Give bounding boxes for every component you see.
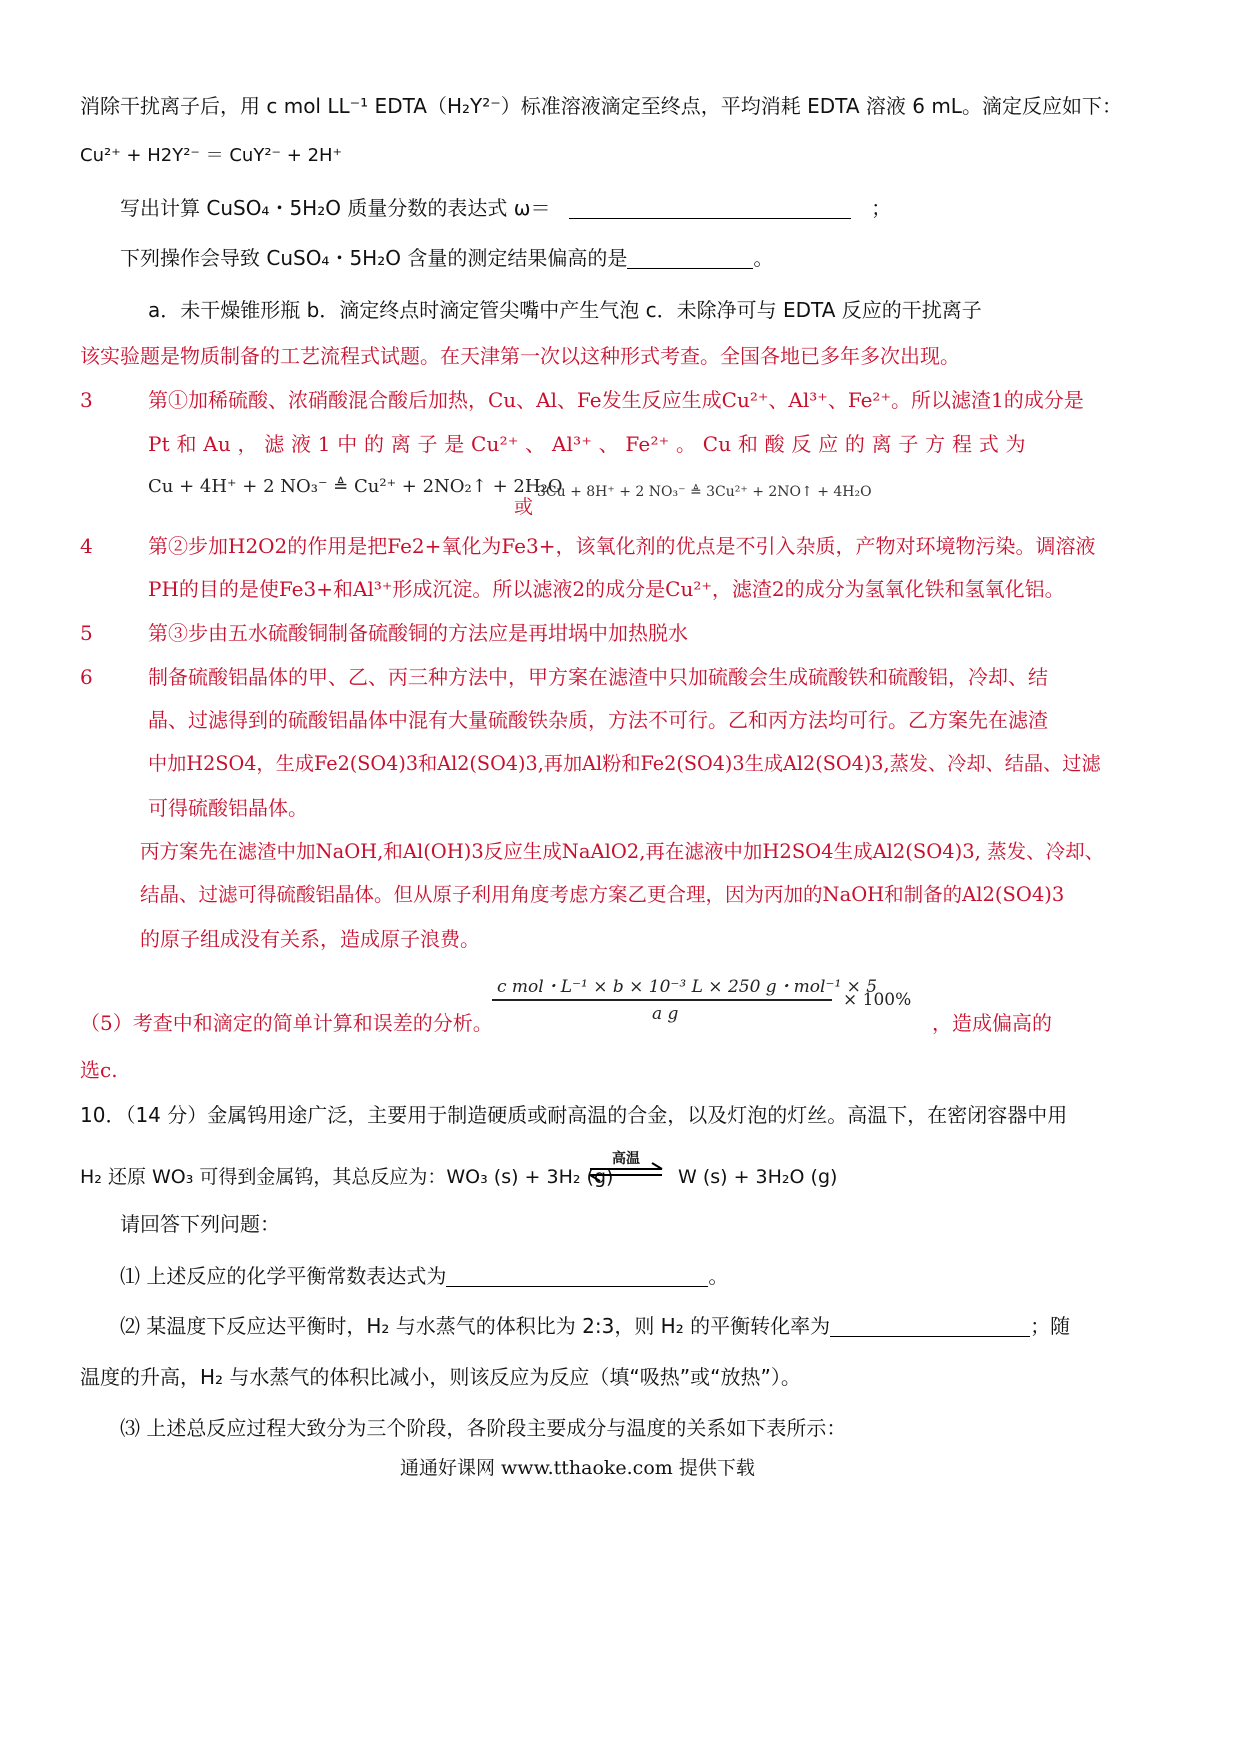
answer-6-line-3: 中加H2SO4，生成Fe2(SO4)3和Al2(SO4)3,再加Al粉和Fe2(SO4)3生成Al2(SO4)3,蒸发、冷却、结晶、过滤 xyxy=(148,752,1101,775)
double-arrow-icon xyxy=(586,1150,666,1184)
arrow-condition-label: 高温 xyxy=(612,1151,640,1167)
q10-line-1: 10．（14 分）金属钨用途广泛，主要用于制造硬质或耐高温的合金，以及灯泡的灯丝。高温下，在密闭容器中用 xyxy=(80,1103,1068,1127)
item-number-4: 4 xyxy=(80,534,93,558)
titration-equation: Cu²⁺ + H2Y²⁻ ＝ CuY²⁻ + 2H⁺ xyxy=(80,145,343,166)
answer-6-line-2: 晶、过滤得到的硫酸铝晶体中混有大量硫酸铁杂质，方法不可行。乙和丙方法均可行。乙方案先在滤渣 xyxy=(148,708,1048,732)
q10-part-2-end: ；随 xyxy=(1030,1314,1071,1338)
question-line-4-end: 。 xyxy=(753,246,774,270)
question-line-4-text: 下列操作会导致 CuSO₄・5H₂O 含量的测定结果偏高的是 xyxy=(120,246,628,270)
page-footer: 通通好课网 www.tthaoke.com 提供下载 xyxy=(400,1457,755,1479)
q10-line-2-right: W (s) + 3H₂O (g) xyxy=(678,1166,838,1188)
answer-5-analysis: （5）考查中和滴定的简单计算和误差的分析。 xyxy=(80,1011,493,1035)
fraction-numerator: c mol・L⁻¹ × b × 10⁻³ L × 250 g・mol⁻¹ × 5 xyxy=(497,977,878,997)
answer-4-line-2: PH的目的是使Fe3+和Al³⁺形成沉淀。所以滤液2的成分是Cu²⁺，滤渣2的成分为氢氧化铁和氢氧化铝。 xyxy=(148,577,1065,601)
answer-5-line: 第③步由五水硫酸铜制备硫酸铜的方法应是再坩埚中加热脱水 xyxy=(148,621,688,645)
q10-part-1-text: ⑴ 上述反应的化学平衡常数表达式为 xyxy=(120,1264,447,1288)
question-line-3 xyxy=(120,194,891,222)
q10-part-3: ⑶ 上述总反应过程大致分为三个阶段，各阶段主要成分与温度的关系如下表所示： xyxy=(120,1416,847,1440)
item-number-6: 6 xyxy=(80,665,93,689)
answer-blank-omega[interactable] xyxy=(569,196,851,219)
q10-part-2 xyxy=(120,1312,1070,1340)
options-line: a．未干燥锥形瓶 b．滴定终点时滴定管尖嘴中产生气泡 c．未除净可与 EDTA 反应的干扰离子 xyxy=(148,298,982,322)
q10-part-2-cont: 温度的升高，H₂ 与水蒸气的体积比减小，则该反应为反应（填“吸热”或“放热”）。 xyxy=(80,1365,801,1389)
answer-3-line-1: 第①加稀硫酸、浓硝酸混合酸后加热，Cu、Al、Fe发生反应生成Cu²⁺、Al³⁺、Fe²⁺。所以滤渣1的成分是 xyxy=(148,388,1084,412)
answer-blank-high[interactable] xyxy=(627,246,753,269)
item-number-3: 3 xyxy=(80,388,93,412)
answer-blank-k-expression[interactable] xyxy=(446,1264,708,1287)
answer-5-choice: 选c. xyxy=(80,1058,118,1082)
answer-7-line-2: 结晶、过滤可得硫酸铝晶体。但从原子利用角度考虑方案乙更合理，因为丙加的NaOH和制备的Al2(SO4)3 xyxy=(140,883,1065,906)
ionic-equation-2: 3Cu + 8H⁺ + 2 NO₃⁻ ≜ 3Cu²⁺ + 2NO↑ + 4H₂O xyxy=(537,484,872,500)
ionic-equation-1: Cu + 4H⁺ + 2 NO₃⁻ ≜ Cu²⁺ + 2NO₂↑ + 2H₂O xyxy=(148,476,563,497)
q10-part-1 xyxy=(120,1262,728,1290)
q10-part-2-text: ⑵ 某温度下反应达平衡时，H₂ 与水蒸气的体积比为 2:3，则 H₂ 的平衡转化率为 xyxy=(120,1314,831,1338)
question-line-1: 消除干扰离子后，用 c mol LL⁻¹ EDTA（H₂Y²⁻）标准溶液滴定至终点，平均消耗 EDTA 溶液 6 mL。滴定反应如下： xyxy=(80,94,1122,118)
question-line-3-text: 写出计算 CuSO₄・5H₂O 质量分数的表达式 ω＝ xyxy=(120,196,551,220)
answer-6-line-4: 可得硫酸铝晶体。 xyxy=(148,796,308,820)
q10-prompt: 请回答下列问题： xyxy=(120,1212,280,1236)
answer-7-line-1: 丙方案先在滤渣中加NaOH,和Al(OH)3反应生成NaAlO2,再在滤液中加H2SO4生成Al2(SO4)3, 蒸发、冷却、 xyxy=(140,840,1105,863)
equilibrium-arrow xyxy=(586,1150,666,1184)
answer-3-line-2: Pt 和 Au ， 滤 液 1 中 的 离 子 是 Cu²⁺ 、 Al³⁺ 、 Fe²⁺ 。 Cu 和 酸 反 应 的 离 子 方 程 式 为 xyxy=(148,432,1026,456)
q10-part-1-end: 。 xyxy=(708,1264,729,1288)
answer-5-analysis-end: ，造成偏高的 xyxy=(932,1011,1052,1035)
fraction-bar xyxy=(492,999,832,1001)
answer-4-line-1: 第②步加H2O2的作用是把Fe2+氧化为Fe3+，该氧化剂的优点是不引入杂质，产物对环境物污染。调溶液 xyxy=(148,534,1096,558)
item-number-5: 5 xyxy=(80,621,93,645)
answer-6-line-1: 制备硫酸铝晶体的甲、乙、丙三种方法中，甲方案在滤渣中只加硫酸会生成硫酸铁和硫酸铝，冷却、结 xyxy=(148,665,1048,689)
equation-or: 或 xyxy=(514,496,534,518)
answer-blank-conversion[interactable] xyxy=(830,1314,1030,1337)
question-line-3-end: ； xyxy=(871,196,892,220)
q10-line-2-left: H₂ 还原 WO₃ 可得到金属钨，其总反应为：WO₃ (s) + 3H₂ (g) xyxy=(80,1166,614,1188)
fraction-percent: × 100% xyxy=(843,990,912,1010)
answer-7-line-3: 的原子组成没有关系，造成原子浪费。 xyxy=(140,927,480,951)
answer-intro: 该实验题是物质制备的工艺流程式试题。在天津第一次以这种形式考查。全国各地已多年多次出现。 xyxy=(80,344,960,368)
fraction-denominator: a g xyxy=(652,1004,679,1024)
question-line-4 xyxy=(120,244,773,272)
